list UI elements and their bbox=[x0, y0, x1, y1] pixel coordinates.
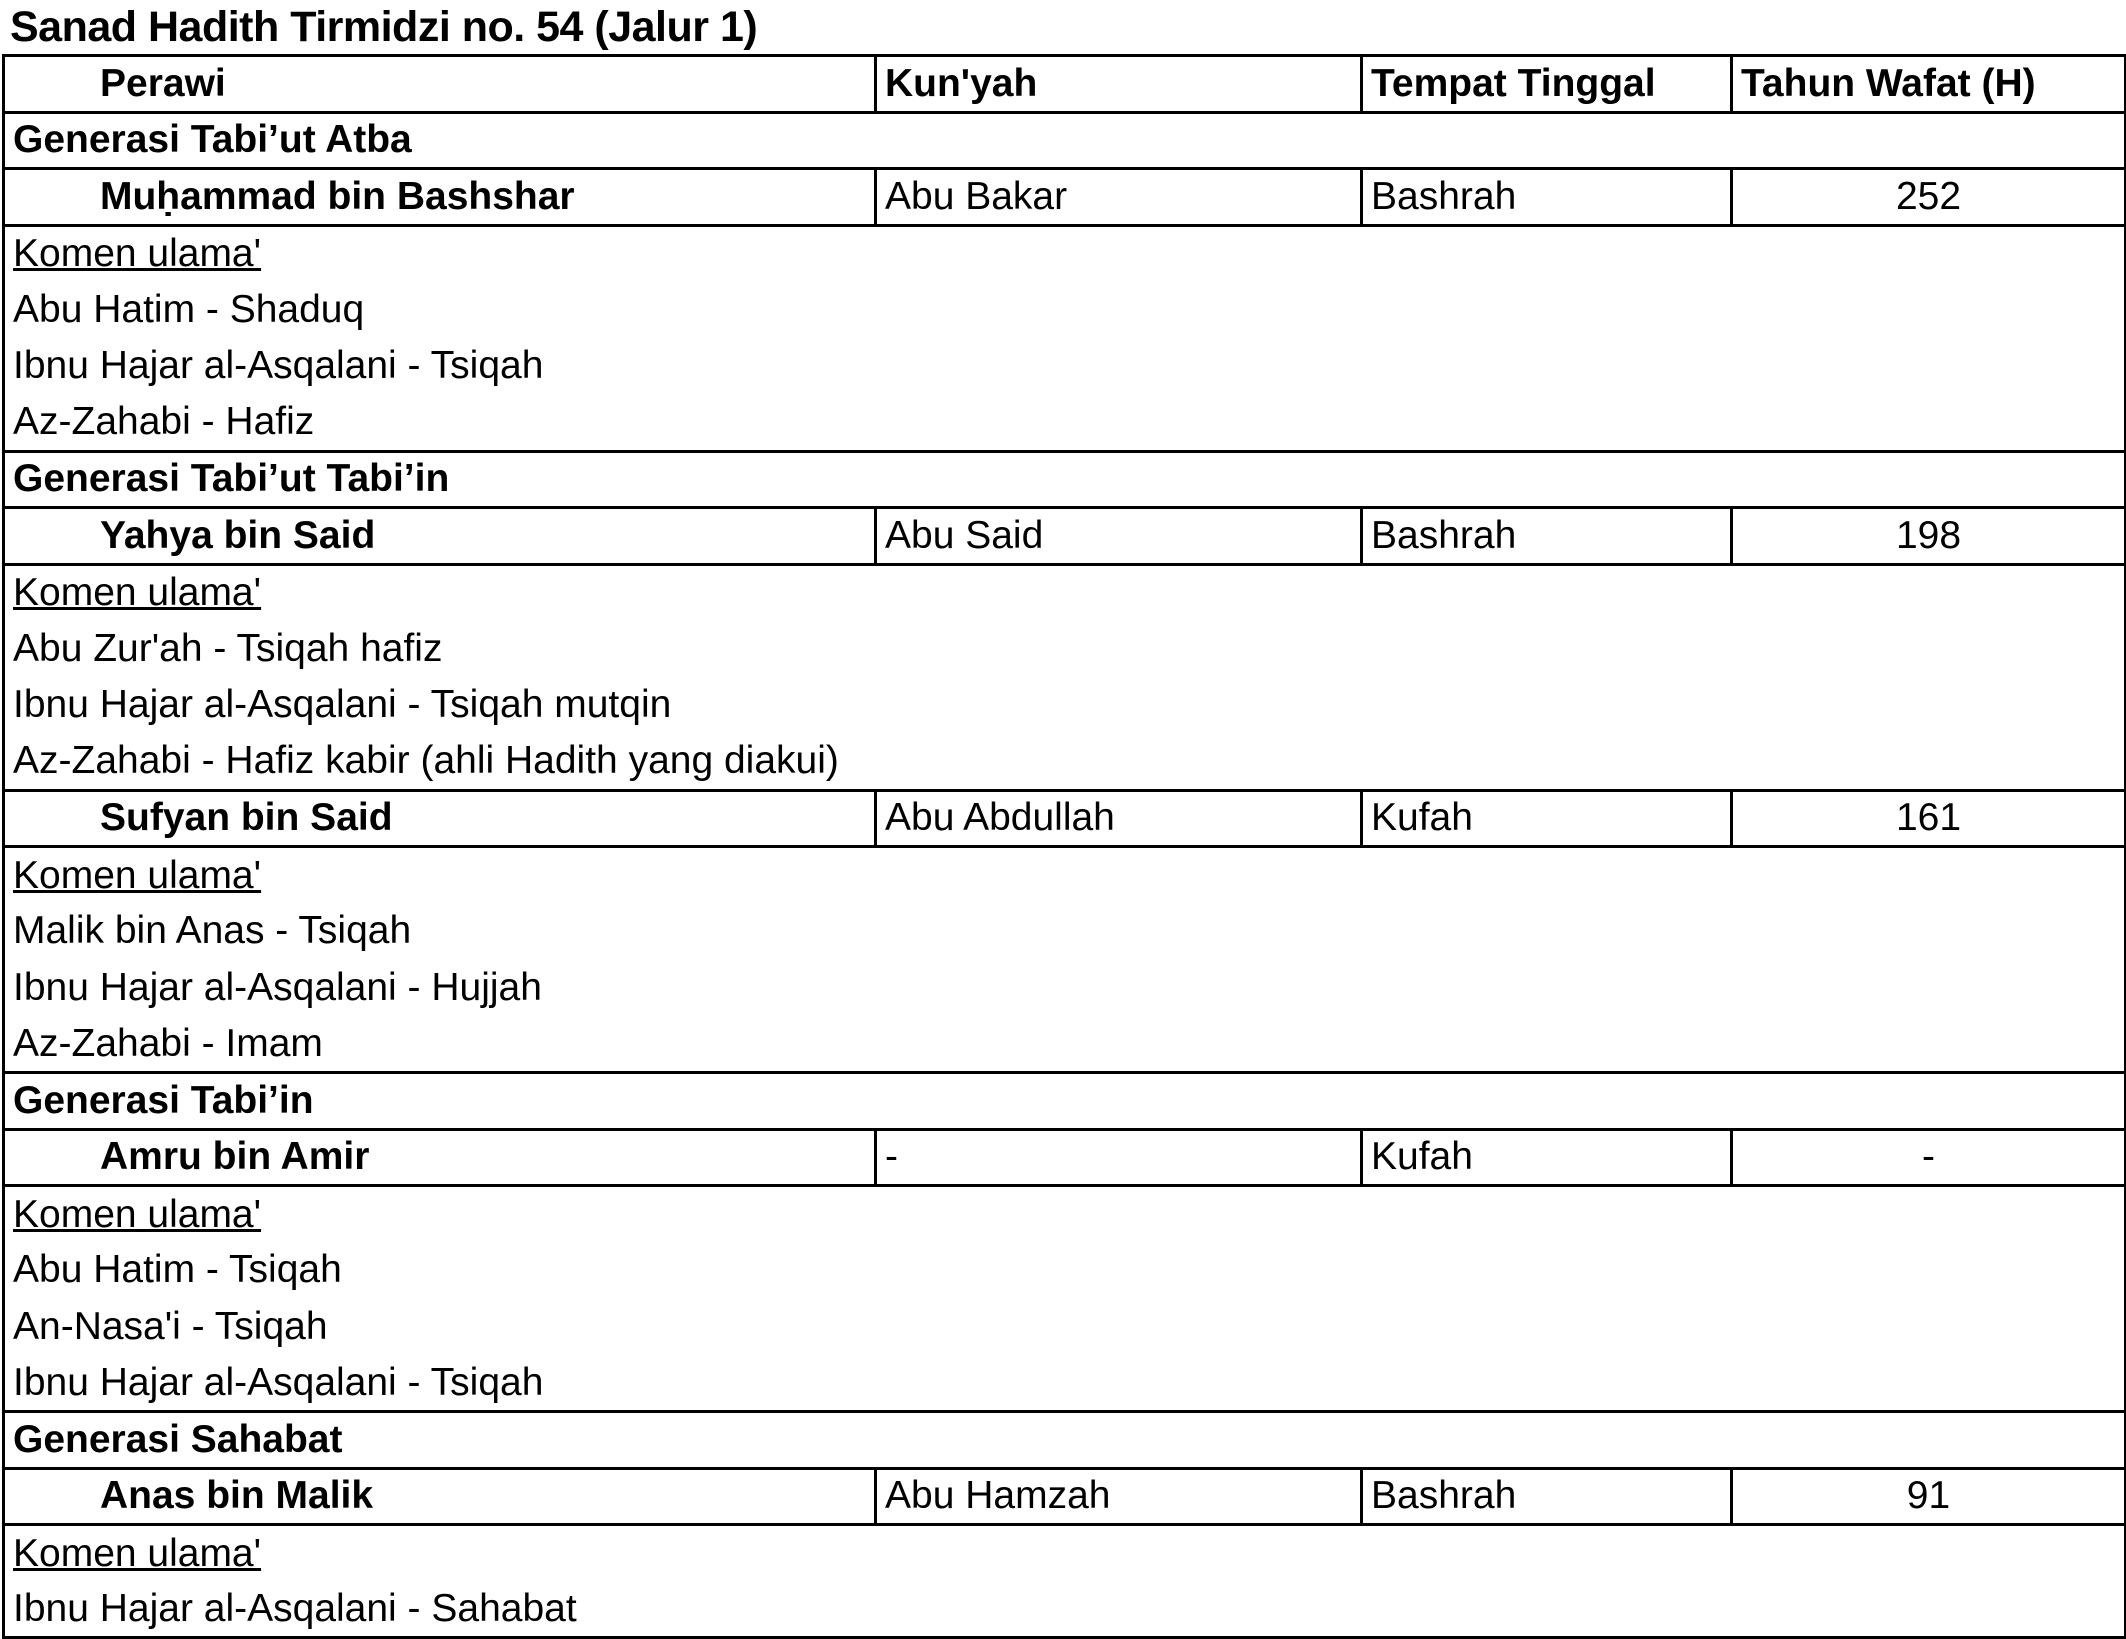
comment-row bbox=[4, 338, 2126, 395]
comment-heading-cell bbox=[4, 1186, 2126, 1243]
scholar-comment: Ibnu Hajar al-Asqalani - Tsiqah bbox=[4, 338, 2126, 395]
comment-row bbox=[4, 1299, 2126, 1356]
sanad-table-body bbox=[4, 56, 2126, 1638]
comment-heading: Komen ulama' bbox=[13, 1192, 262, 1236]
generation-label: Generasi Tabi’in bbox=[4, 1073, 2126, 1130]
header-row bbox=[4, 56, 2126, 113]
comment-heading-row bbox=[4, 225, 2126, 282]
narrator-row bbox=[4, 1129, 2126, 1186]
scholar-comment: Malik bin Anas - Tsiqah bbox=[4, 903, 2126, 960]
narrator-kunyah: Abu Hamzah bbox=[876, 1468, 1362, 1525]
narrator-tempat-tinggal: Bashrah bbox=[1362, 169, 1732, 226]
scholar-comment: Abu Hatim - Tsiqah bbox=[4, 1242, 2126, 1299]
narrator-tahun-wafat: 198 bbox=[1732, 508, 2126, 565]
scholar-comment: An-Nasa'i - Tsiqah bbox=[4, 1299, 2126, 1356]
narrator-name: Yahya bin Said bbox=[4, 508, 876, 565]
generation-row bbox=[4, 451, 2126, 508]
scholar-comment: Az-Zahabi - Hafiz kabir (ahli Hadith yang diakui) bbox=[4, 734, 2126, 791]
comment-row bbox=[4, 1242, 2126, 1299]
comment-heading-cell bbox=[4, 847, 2126, 904]
narrator-tahun-wafat: - bbox=[1732, 1129, 2126, 1186]
comment-heading-cell bbox=[4, 564, 2126, 621]
generation-label: Generasi Tabi’ut Atba bbox=[4, 112, 2126, 169]
generation-row bbox=[4, 112, 2126, 169]
scholar-comment: Ibnu Hajar al-Asqalani - Tsiqah bbox=[4, 1355, 2126, 1412]
narrator-tahun-wafat: 161 bbox=[1732, 790, 2126, 847]
narrator-tempat-tinggal: Bashrah bbox=[1362, 1468, 1732, 1525]
comment-row bbox=[4, 1355, 2126, 1412]
comment-heading-row bbox=[4, 847, 2126, 904]
comment-row bbox=[4, 621, 2126, 678]
comment-heading-row bbox=[4, 1525, 2126, 1582]
comment-heading-cell bbox=[4, 225, 2126, 282]
narrator-name: Anas bin Malik bbox=[4, 1468, 876, 1525]
comment-row bbox=[4, 734, 2126, 791]
comment-row bbox=[4, 1581, 2126, 1638]
narrator-row bbox=[4, 1468, 2126, 1525]
sanad-table bbox=[2, 54, 2126, 1639]
comment-heading-row bbox=[4, 564, 2126, 621]
narrator-row bbox=[4, 790, 2126, 847]
comment-heading: Komen ulama' bbox=[13, 571, 262, 614]
narrator-tahun-wafat: 91 bbox=[1732, 1468, 2126, 1525]
scholar-comment: Az-Zahabi - Imam bbox=[4, 1016, 2126, 1073]
narrator-kunyah: Abu Abdullah bbox=[876, 790, 1362, 847]
narrator-row bbox=[4, 508, 2126, 565]
comment-heading: Komen ulama' bbox=[13, 853, 262, 897]
narrator-tahun-wafat: 252 bbox=[1732, 169, 2126, 226]
narrator-kunyah: Abu Bakar bbox=[876, 169, 1362, 226]
comment-row bbox=[4, 903, 2126, 960]
narrator-row bbox=[4, 169, 2126, 226]
header-tahun-wafat: Tahun Wafat (H) bbox=[1732, 56, 2126, 113]
header-kunyah: Kun'yah bbox=[876, 56, 1362, 113]
generation-row bbox=[4, 1073, 2126, 1130]
scholar-comment: Ibnu Hajar al-Asqalani - Sahabat bbox=[4, 1581, 2126, 1638]
narrator-tempat-tinggal: Kufah bbox=[1362, 790, 1732, 847]
comment-heading: Komen ulama' bbox=[13, 1531, 262, 1575]
generation-label: Generasi Tabi’ut Tabi’in bbox=[4, 451, 2126, 508]
scholar-comment: Ibnu Hajar al-Asqalani - Tsiqah mutqin bbox=[4, 677, 2126, 734]
narrator-name: Amru bin Amir bbox=[4, 1129, 876, 1186]
narrator-tempat-tinggal: Bashrah bbox=[1362, 508, 1732, 565]
generation-row bbox=[4, 1412, 2126, 1469]
comment-heading-cell bbox=[4, 1525, 2126, 1582]
comment-heading-row bbox=[4, 1186, 2126, 1243]
scholar-comment: Abu Hatim - Shaduq bbox=[4, 282, 2126, 339]
narrator-name: Sufyan bin Said bbox=[4, 790, 876, 847]
header-perawi: Perawi bbox=[4, 56, 876, 113]
comment-row bbox=[4, 395, 2126, 452]
narrator-name: Muḥammad bin Bashshar bbox=[4, 169, 876, 226]
comment-row bbox=[4, 677, 2126, 734]
comment-heading: Komen ulama' bbox=[13, 232, 262, 275]
scholar-comment: Abu Zur'ah - Tsiqah hafiz bbox=[4, 621, 2126, 678]
scholar-comment: Az-Zahabi - Hafiz bbox=[4, 395, 2126, 452]
comment-row bbox=[4, 960, 2126, 1017]
comment-row bbox=[4, 1016, 2126, 1073]
comment-row bbox=[4, 282, 2126, 339]
narrator-tempat-tinggal: Kufah bbox=[1362, 1129, 1732, 1186]
narrator-kunyah: - bbox=[876, 1129, 1362, 1186]
scholar-comment: Ibnu Hajar al-Asqalani - Hujjah bbox=[4, 960, 2126, 1017]
page-title: Sanad Hadith Tirmidzi no. 54 (Jalur 1) bbox=[10, 3, 758, 51]
header-tempat-tinggal: Tempat Tinggal bbox=[1362, 56, 1732, 113]
generation-label: Generasi Sahabat bbox=[4, 1412, 2126, 1469]
narrator-kunyah: Abu Said bbox=[876, 508, 1362, 565]
